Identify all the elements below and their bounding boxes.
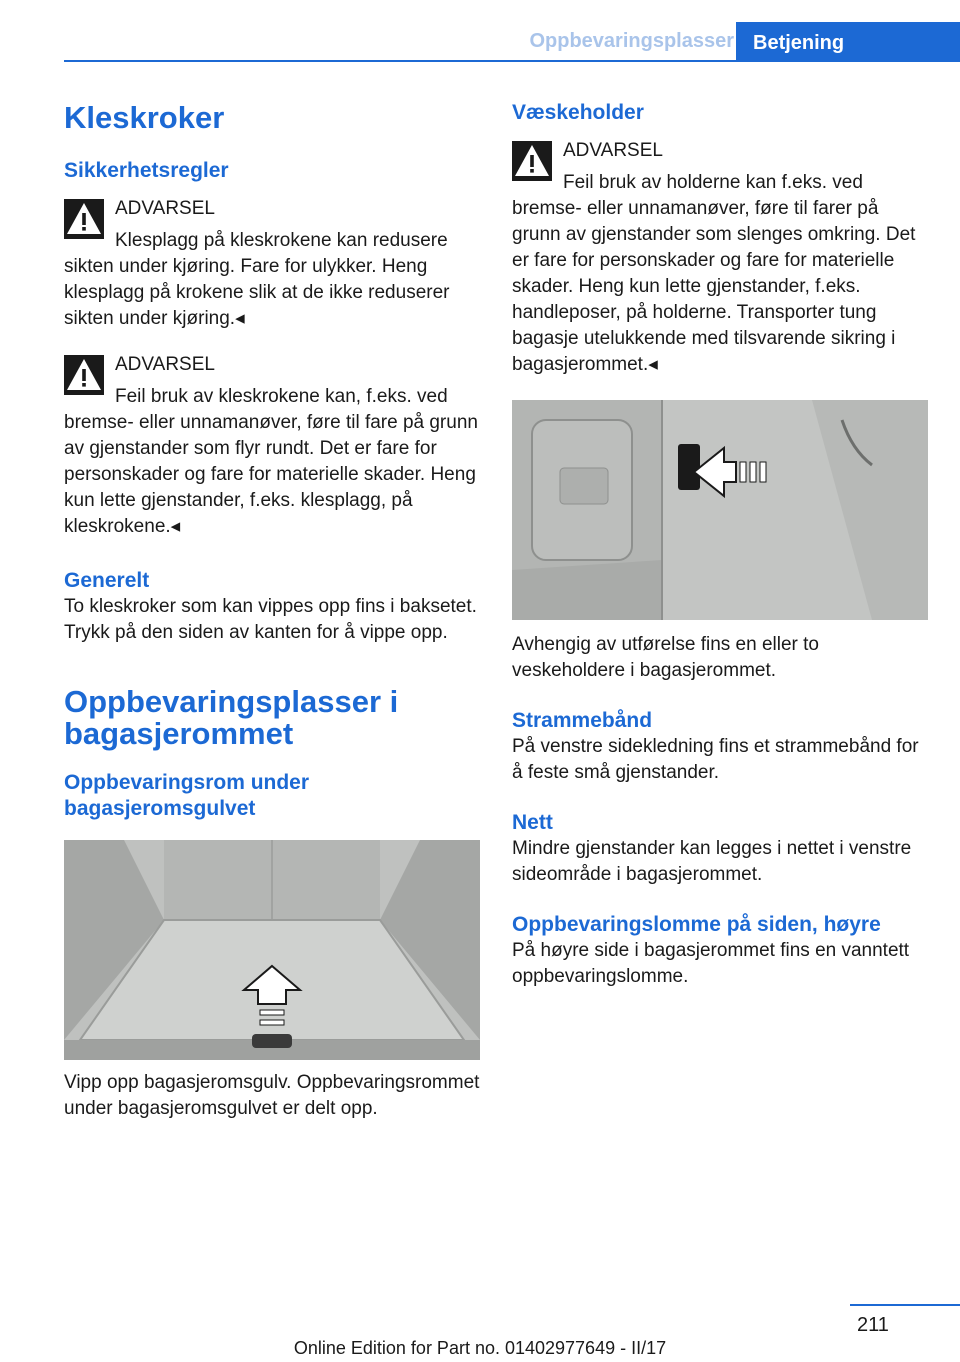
- page-title: Kleskroker: [64, 100, 225, 135]
- general-heading: Generelt: [64, 569, 150, 592]
- pocket-heading: Oppbevaringslomme på siden, høyre: [512, 913, 881, 936]
- warning-text: Klesplagg på kleskrokene kan redusere sikten under kjøring. Fare for ulykker. Heng klesplagg på krokene slik at de ikke reduserer sikten under kjøring.◂: [64, 230, 450, 329]
- edition-note: Online Edition for Part no. 01402977649 - II/17: [293, 1338, 667, 1358]
- strap-heading: Strammebånd: [512, 709, 653, 732]
- warning-block: [512, 138, 928, 378]
- storage-section-title: Oppbevaringsplasser i bagasjerommet: [64, 684, 399, 751]
- left-column: [64, 98, 480, 1122]
- warning-label: ADVARSEL: [563, 140, 663, 161]
- header-section-title: Oppbevaringsplasser: [529, 30, 734, 52]
- warning-triangle-icon: [64, 199, 104, 239]
- pocket-text: På høyre side i bagasjerommet fins en vanntett oppbevaringslomme.: [512, 940, 910, 987]
- underfloor-heading: Oppbevaringsrom under bagasjeromsgulvet: [64, 771, 310, 820]
- header-chapter-tab: Betjening: [736, 22, 960, 62]
- luggage-floor-photo: [64, 840, 480, 1060]
- footer-rule: [850, 1304, 960, 1306]
- warning-block: [64, 196, 480, 332]
- net-heading: Nett: [512, 811, 553, 834]
- general-text: To kleskroker som kan vippes opp fins i baksetet. Trykk på den siden av kanten for å vippe opp.: [64, 596, 477, 643]
- holder-caption: Avhengig av utførelse fins en eller to veskeholdere i bagasjerommet.: [512, 634, 819, 681]
- warning-label: ADVARSEL: [115, 354, 215, 375]
- strap-text: På venstre sidekledning fins et strammebånd for å feste små gjenstander.: [512, 736, 919, 783]
- underfloor-caption: Vipp opp bagasjeromsgulv. Oppbevaringsrommet under bagasjeromsgulvet er delt opp.: [64, 1072, 480, 1119]
- holder-heading: Væskeholder: [512, 101, 644, 124]
- warning-text: Feil bruk av kleskrokene kan, f.eks. ved bremse- eller unnamanøver, føre til fare på grunn av gjenstander som flyr rundt. Det er fare for personskader og fare for materielle skader. Heng kun lette gjenstander, f.eks. klesplagg, på kleskrokene.◂: [64, 386, 478, 537]
- warning-block: [64, 352, 480, 540]
- net-text: Mindre gjenstander kan legges i nettet i venstre sideområde i bagasjerommet.: [512, 838, 912, 885]
- warning-triangle-icon: [512, 141, 552, 181]
- warning-label: ADVARSEL: [115, 198, 215, 219]
- safety-heading: Sikkerhetsregler: [64, 159, 229, 182]
- page-number: 211: [857, 1314, 889, 1336]
- right-column: [512, 100, 928, 990]
- warning-text: Feil bruk av holderne kan f.eks. ved bremse- eller unnamanøver, føre til farer på grunn av gjenstander som slenges omkring. Det er fare for personskader og fare for materielle skader. Heng kun lette gjenstander, f.eks. handleposer, på holderne. Transporter tung bagasje utelukkende med tilsvarende sikring i bagasjerommet.◂: [512, 172, 916, 375]
- bag-holder-photo: [512, 400, 928, 620]
- warning-triangle-icon: [64, 355, 104, 395]
- header-rule: [64, 60, 960, 62]
